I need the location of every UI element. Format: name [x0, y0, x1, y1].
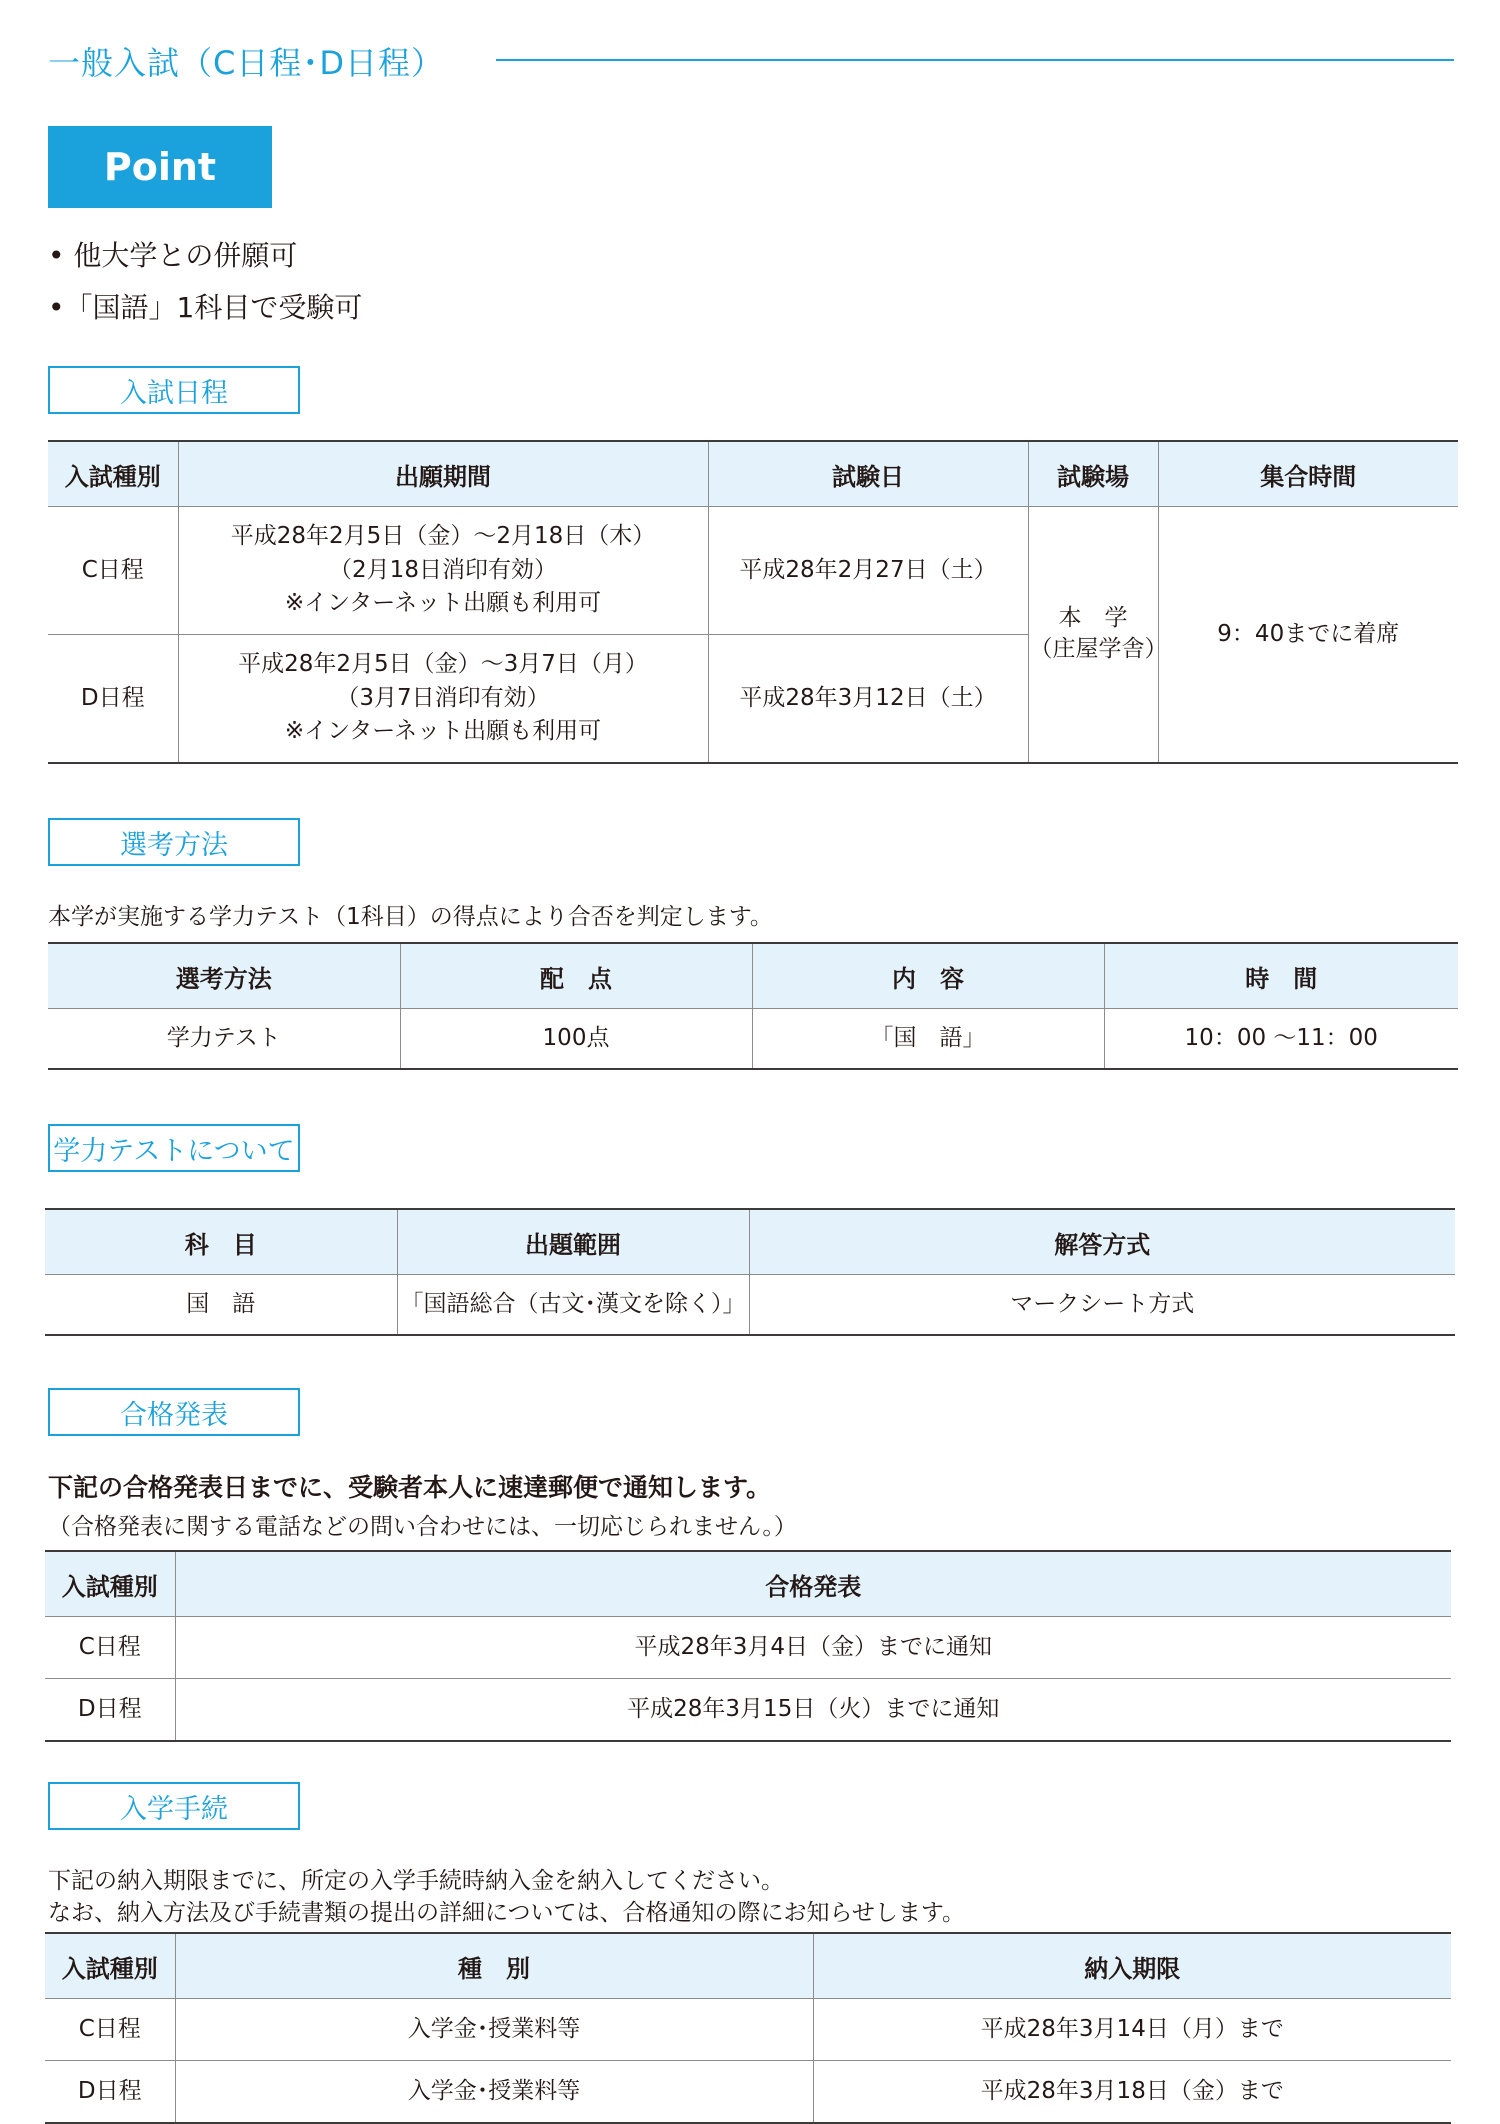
section-label-selection: 選考方法 — [48, 818, 300, 866]
venue-line: 本 学 — [1058, 605, 1128, 632]
announcement-date: 平成28年3月4日（金）までに通知 — [175, 1617, 1451, 1679]
period-line: ※インターネット出願も利用可 — [284, 717, 602, 744]
point-badge: Point — [48, 126, 272, 208]
table-cell: 国 語 — [45, 1275, 397, 1335]
table-cell: 学力テスト — [48, 1009, 400, 1069]
exam-type: C日程 — [48, 507, 178, 635]
table-row — [48, 1009, 1458, 1069]
payment-deadline: 平成28年3月18日（金）まで — [813, 2061, 1451, 2123]
table-cell: 10：00 ～11：00 — [1104, 1009, 1458, 1069]
point-bullet: • 他大学との併願可 — [48, 239, 298, 272]
table-cell: 「国 語」 — [752, 1009, 1104, 1069]
application-period — [178, 635, 708, 763]
table-header-cell: 時 間 — [1104, 943, 1458, 1009]
announcement-description: 下記の合格発表日までに、受験者本人に速達郵便で通知します。 — [48, 1473, 772, 1502]
section-label-enrollment: 入学手続 — [48, 1782, 300, 1830]
table-header-cell: 内 容 — [752, 943, 1104, 1009]
exam-venue — [1028, 507, 1168, 763]
table-header-cell: 試験場 — [1028, 441, 1158, 507]
table-header-cell: 選考方法 — [48, 943, 400, 1009]
table-cell: 100点 — [400, 1009, 752, 1069]
test-table — [45, 1208, 1455, 1336]
schedule-table — [48, 440, 1458, 764]
table-header-cell: 出願期間 — [178, 441, 708, 507]
table-header-cell: 種 別 — [175, 1933, 813, 1999]
fee-type: 入学金･授業料等 — [175, 1999, 813, 2061]
exam-date: 平成28年3月12日（土） — [708, 635, 1028, 763]
exam-type: D日程 — [45, 1679, 175, 1741]
enrollment-description: なお、納入方法及び手続書類の提出の詳細については、合格通知の際にお知らせします。 — [48, 1900, 966, 1926]
table-cell: 「国語総合（古文･漢文を除く）」 — [397, 1275, 749, 1335]
announcement-note: （合格発表に関する電話などの問い合わせには、一切応じられません。） — [48, 1514, 797, 1540]
payment-deadline: 平成28年3月14日（月）まで — [813, 1999, 1451, 2061]
table-row — [45, 1275, 1455, 1335]
enrollment-table — [45, 1932, 1451, 2124]
enrollment-description: 下記の納入期限までに、所定の入学手続時納入金を納入してください。 — [48, 1868, 784, 1894]
period-line: 平成28年2月5日（金）～2月18日（木） — [230, 523, 656, 550]
table-header-cell: 試験日 — [708, 441, 1028, 507]
title-rule — [496, 59, 1454, 61]
point-bullet: •「国語」1科目で受験可 — [48, 291, 363, 324]
table-row — [45, 2061, 1451, 2123]
announcement-date: 平成28年3月15日（火）までに通知 — [175, 1679, 1451, 1741]
table-row — [45, 1999, 1451, 2061]
fee-type: 入学金･授業料等 — [175, 2061, 813, 2123]
meeting-time: 9：40までに着席 — [1158, 507, 1458, 763]
table-header-row — [48, 441, 1458, 507]
table-header-cell: 入試種別 — [48, 441, 178, 507]
exam-date: 平成28年2月27日（土） — [708, 507, 1028, 635]
exam-type: D日程 — [45, 2061, 175, 2123]
application-period — [178, 507, 708, 635]
table-header-row — [48, 943, 1458, 1009]
table-row — [48, 507, 1458, 635]
period-line: （3月7日消印有効） — [336, 684, 550, 711]
table-cell: マークシート方式 — [749, 1275, 1455, 1335]
table-row — [45, 1617, 1451, 1679]
table-header-row — [45, 1551, 1451, 1617]
exam-type: D日程 — [48, 635, 178, 763]
selection-table — [48, 942, 1458, 1070]
table-header-cell: 合格発表 — [175, 1551, 1451, 1617]
table-header-cell: 集合時間 — [1158, 441, 1458, 507]
venue-line: （庄屋学舎） — [1029, 636, 1168, 663]
section-label-test: 学力テストについて — [48, 1124, 300, 1172]
table-row — [45, 1679, 1451, 1741]
table-header-cell: 解答方式 — [749, 1209, 1455, 1275]
table-header-cell: 納入期限 — [813, 1933, 1451, 1999]
table-header-cell: 出題範囲 — [397, 1209, 749, 1275]
section-label-announcement: 合格発表 — [48, 1388, 300, 1436]
table-header-cell: 入試種別 — [45, 1933, 175, 1999]
exam-type: C日程 — [45, 1999, 175, 2061]
section-label-schedule: 入試日程 — [48, 366, 300, 414]
table-header-row — [45, 1933, 1451, 1999]
exam-type: C日程 — [45, 1617, 175, 1679]
table-header-cell: 入試種別 — [45, 1551, 175, 1617]
selection-description: 本学が実施する学力テスト（1科目）の得点により合否を判定します。 — [48, 904, 773, 930]
period-line: ※インターネット出願も利用可 — [284, 590, 602, 617]
table-header-cell: 配 点 — [400, 943, 752, 1009]
table-header-row — [45, 1209, 1455, 1275]
page-title: 一般入試（C日程･D日程） — [48, 44, 444, 82]
period-line: （2月18日消印有効） — [329, 556, 557, 583]
table-header-cell: 科 目 — [45, 1209, 397, 1275]
period-line: 平成28年2月5日（金）～3月7日（月） — [238, 651, 648, 678]
announcement-table — [45, 1550, 1451, 1742]
